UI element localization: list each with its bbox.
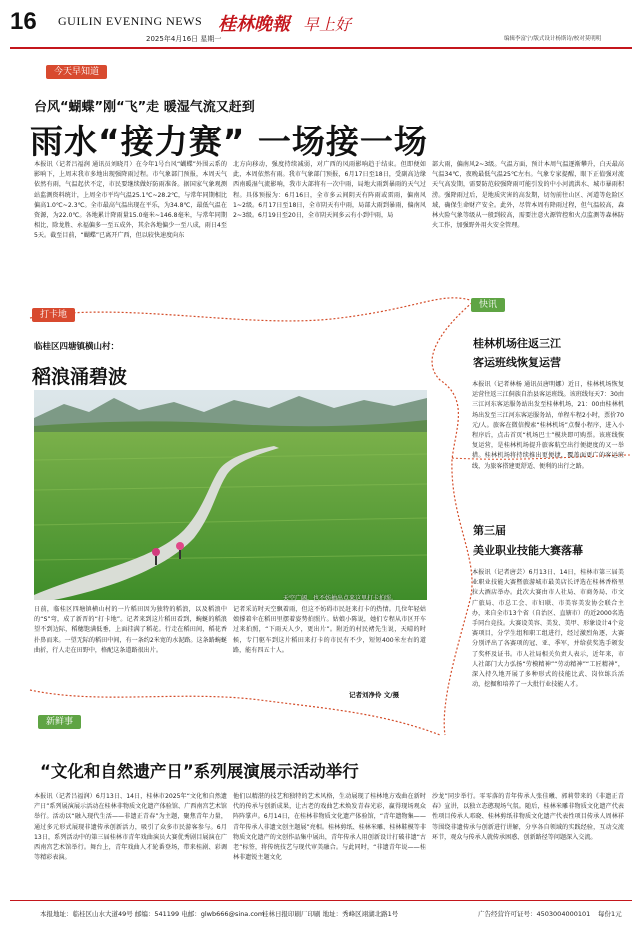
news-2-headline-line-2: 美业职业技能大赛落幕 bbox=[473, 544, 583, 557]
section-tag-checkin: 打卡地 bbox=[32, 308, 75, 322]
footer-rule bbox=[10, 900, 632, 901]
column-name: 早上好 bbox=[303, 15, 352, 34]
paper-logo: 桂林晚報 bbox=[218, 14, 290, 35]
heritage-headline: “文化和自然遗产日”系列展演展示活动举行 bbox=[40, 762, 359, 781]
issue-date: 2025年4月16日 星期一 bbox=[146, 35, 222, 43]
heritage-col-3: 沙龙”同步举行。零零落的青年传承人张佳曦、郭莉带来的《非遗正青春》宣讲，以独立态憨现场气氛。随后，桂林米雕非物质文化遗产代表性项目传承人邓晓、桂林剪纸非物质文化遗产代表性项目传承人周林祥等围绕非遗传承与创新进行讲解，分享各自领域的实践经验，互动交流环节，观众与传承人就传承困惑、创新路径等问题深入交流。 bbox=[432, 793, 624, 841]
news-2-body: 本报讯（记者唐芸）6月13日、14日，桂林市第三届美业职业技能大赛暨旅游城市最美店长评选在桂林香格里拉大酒店举办。此次大赛由市人社局、市商务局、市文广旅局、市总工会、市妇联、市美容美发协会联合主办，来自全市13个省（自治区、直辖市）的近2000名选手同台竞技。大赛设美容、美发、美甲、形象设计4个竞赛项目，分学生组和职工组进行，经过激烈角逐，大赛分别评出了各赛项的冠、亚、季军，并给获奖选手颁发了奖杯及证书。市人社局相关负责人表示，近年来，市人社部门大力弘扬“劳模精神”“劳动精神”“工匠精神”，深入持久地开展了多种形式的技能比武、岗位练兵活动，挖掘和培养了一大批行业技能人才。 bbox=[472, 569, 624, 689]
village-story-col-2: 记者采访时天空飘着雨，但这不妨碍市民赶来打卡的热情。几位年轻姑娘撑着伞在稻田里摆着姿势拍照片。姑娘小陈说，她们专程从市区开车过来拍照，“下雨天人少，更出片”。附近的村民褚先生说，天晴的时候，专门驱车到这片稻田来打卡的市民有不少，短短400米左右的道路，能有四五十人。 bbox=[233, 606, 426, 654]
top-story-col-1: 本报讯（记者吕福润 通讯员刘晓月）在今年1号台风“蝴蝶”外围云系的影响下，上周末我市多地出现强降雨过程。市气象部门预报，本周天气依然有雨，气温起伏不定，市民要继续做好防雨准备。据国家气象观测站监测资料统计，上周全市平均气温25.1℃~28.2℃，与常年同期相比偏高1.0℃~2.3℃。全市最高气温出现在平乐，为34.8℃，最低气温在资源，为22.0℃。各地累计降雨量15.0毫米~146.8毫米，与常年同期相比，除龙胜、永福偏多一至五成外，其余各地偏少一至八成，雨日4至5天。截至目前，“蝴蝶”已离开广西，但以较快速度向东 bbox=[34, 161, 227, 240]
news-2-headline-line-1: 第三届 bbox=[473, 524, 506, 537]
story-headline: 稻浪涌碧波 bbox=[32, 366, 128, 388]
section-tag-today: 今天早知道 bbox=[46, 65, 107, 79]
page-number: 16 bbox=[10, 8, 37, 35]
rice-field-photo bbox=[34, 390, 427, 600]
story-signoff: 记者刘净伶 文/摄 bbox=[349, 691, 400, 699]
news-1-headline-line-2: 客运班线恢复运营 bbox=[473, 356, 561, 369]
news-1-headline-line-1: 桂林机场往返三江 bbox=[473, 337, 561, 350]
news-1-body: 本报讯（记者林杨 通讯员唐明娜）近日，桂林机场恢复运营往返三江侗族自治县客运班线。该班线每天7：30由三江河东客运服务站出发至桂林机场，21：00由桂林机场出发至三江河东客运服务站，单程车程2小时，票价70元/人。旅客在微信搜索“桂林机场”点餐小程序，进入小程序后，点击首页“机场巴士”模块即可购票。该班线恢复运营，是桂林机场提升旅客航空出行便捷度的又一举措。桂林机场将持续推出更便捷、覆盖面更广的客运班线，为旅客搭建更舒适、便利的出行之路。 bbox=[472, 381, 624, 470]
village-story-col-1: 日前，临桂区四塘镇横山村的一片稻田因为独特的稻浪，以及稻浪中的“S”弯，成了新晋的“打卡地”。记者来到这片稻田看到，蜿蜒的稻浪望不到边际，稻穗饱满低垂，上面挂满了稻花。行走在稻田间，稻花香扑鼻而来。一望无际的稻田中间，有一条约2米宽的水泥路。这条路蜿蜒曲折，行人走在田野中，格配这条道路很出片。 bbox=[34, 606, 227, 654]
paper-name-en: GUILIN EVENING NEWS bbox=[58, 14, 203, 28]
editor-credits: 编辑李富宁/版式设计杨斯诗/校对莫明明 bbox=[504, 36, 602, 42]
masthead-rule bbox=[10, 47, 632, 49]
subheadline: 台风“蝴蝶”刚“飞”走 暖湿气流又赶到 bbox=[34, 100, 255, 115]
footer-printer: 桂林日报印刷厂印刷 地址：秀峰区翊湖北路1号 bbox=[262, 910, 399, 918]
footer-license: 广告经营许可证号：4503004000101 bbox=[478, 910, 591, 918]
section-tag-quick-news: 快讯 bbox=[471, 298, 505, 312]
footer bbox=[0, 900, 640, 927]
photo-caption: 天空广阔，也不妨抽出点来这里打卡拍照。 bbox=[283, 595, 398, 602]
masthead bbox=[0, 0, 640, 48]
heritage-col-1: 本报讯（记者吕福润）6月13日、14日，桂林市2025年“文化和自然遗产日”系列展演展示活动在桂林非物质文化遗产体验馆、广西南宫艺术馆举行。活动以“融入现代生活——非遗正青春”为主题，聚焦青年力量，通过多元形式展现非遗传承创新活力，吸引了众多市民游客参与。6月13日，系列活动中的第三届桂林市青年戏曲演员大赛优秀剧目展演在广西南宫艺术馆举行。舞台上，青年戏曲人才轮番登场，带来桂剧、彩调等精彩表演。 bbox=[34, 793, 227, 862]
section-tag-fresh: 新鲜事 bbox=[38, 715, 81, 729]
main-headline: 雨水“接力赛” 一场接一场 bbox=[30, 122, 428, 161]
heritage-col-2: 他们以精湛的技艺和独特的艺术风格，生动展现了桂林地方戏曲在新时代的传承与创新成果，让古老的戏曲艺术焕发青春光彩，赢得现场观众阵阵掌声。6月14日，在桂林非物质文化遗产体验馆，“青年遗物集——青年传承人非遗文创主题展”亮相。桂林剪纸、桂林米雕、桂林鞋模等非物质文化遗产的文创作品集中展出，青年传承人用创新设计打破非遗“古老”标签，将传统技艺与现代审美融合。与此同时，“非遗青年说——桂林非遗锐主题文化 bbox=[233, 793, 426, 862]
top-story-col-3: 部大雨，偏南风2~3级。气温方面，预计本周气温逐渐攀升，白天最高气温34℃，夜晚最低气温25℃左右。气象专家提醒，眼下正值强对流天气高发期，需要防范较强降雨可能引发的中小河流洪水、城市暴雨积涝。强降雨过后，是地质灾害的高发期，切勿前往山区、河道等危险区域，确保生命财产安全。此外，尽管本周有降雨过程，但气温较高，森林火险气象等级从一般到较高，需要注意火源管控和火点监测等森林防火工作，加强野外用火安全管理。 bbox=[432, 161, 624, 230]
footer-price: 每份1元 bbox=[598, 910, 622, 918]
footer-address: 本报地址：临桂区山水大道49号 邮编：541199 电邮：glwb666@sina.com bbox=[40, 910, 265, 918]
top-story-col-2: 北方向移动，强度持续减弱，对广西的风雨影响趋于结束。但即便如此，本周依然有雨。我市气象部门预报，6月17日至18日，受副高边缘西南暖湿气流影响，我市大部将有一次中雨，局地大雨到暴雨的天气过程。具体预报为：6月16日，全市多云间阴天有阵雨或雷雨，偏南风1~2级。6月17日至18日，全市阴天有中雨，局部大雨到暴雨，偏南风2~3级。6月19日至20日，全市阴天间多云有小到中雨，局 bbox=[233, 161, 426, 220]
story-kicker: 临桂区四塘镇横山村： bbox=[34, 342, 120, 352]
